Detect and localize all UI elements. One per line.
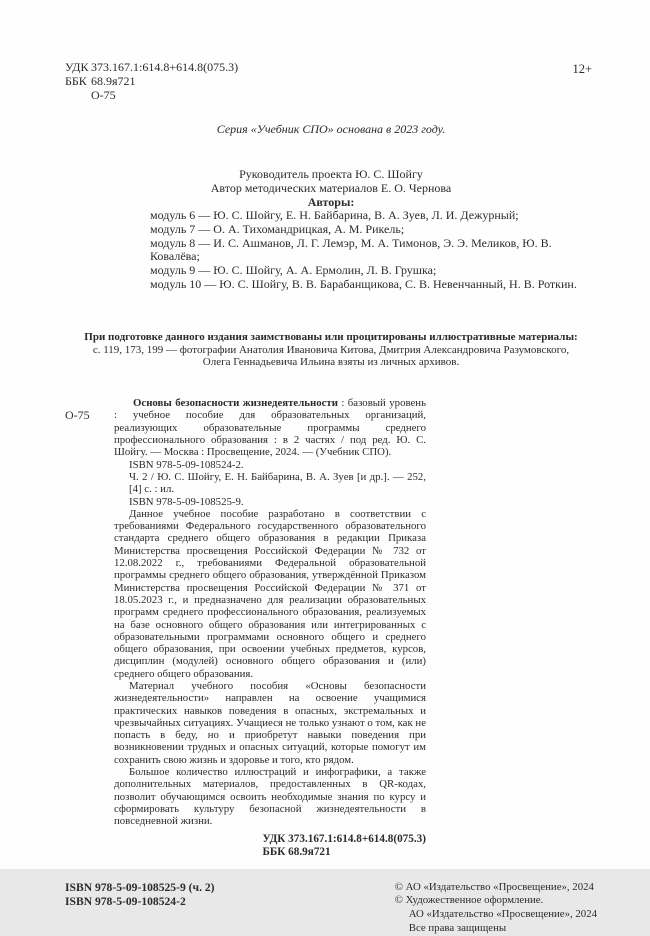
classification-codes xyxy=(65,60,597,102)
copyright-design-publisher: АО «Издательство «Просвещение», 2024 xyxy=(408,908,597,921)
project-lead-line: Руководитель проекта Ю. С. Шойгу xyxy=(239,167,423,181)
copyright-rights-reserved: Все права защищены xyxy=(408,921,507,934)
footer xyxy=(65,881,597,936)
isbn-line-2: ISBN 978-5-09-108525-9. xyxy=(129,495,244,508)
footer-isbn-block xyxy=(65,881,215,910)
module-7-authors: модуль 7 — О. А. Тихомандрицкая, А. М. Рикель; xyxy=(150,221,405,236)
annotation-paragraph-3: Большое количество иллюстраций и инфографики, а также дополнительных материалов, предоставленных в QR-кодах, позволит обучающимся освоить необходимые знания по курсу и сформировать культуру безопасной жизнедеятельности в повседневной жизни. xyxy=(114,766,426,828)
module-6-authors: модуль 6 — Ю. С. Шойгу, Е. Н. Байбарина, В. А. Зуев, Л. И. Дежурный; xyxy=(150,208,519,222)
footer-isbn-full: ISBN 978-5-09-108524-2 xyxy=(65,895,186,909)
bbk-footer-line: ББК 68.9я721 xyxy=(262,846,331,859)
credits-block xyxy=(65,167,597,209)
module-8-authors: модуль 8 — И. С. Ашманов, Л. Г. Лемэр, М. А. Тимонов, Э. Э. Меликов, Ю. В. Ковалёва; xyxy=(150,235,552,264)
catalog-code-row xyxy=(65,88,597,102)
materials-note-line2: с. 119, 173, 199 — фотографии Анатолия Ивановича Китова, Дмитрия Александровича Разумовского, xyxy=(92,343,570,356)
annotation-paragraph-2: Материал учебного пособия «Основы безопасности жизнедеятельности» направлен на освоение учащимися практических навыков поведения в опасных, экстремальных и чрезвычайных ситуациях. Учащиеся не только узнают о том, как не попасть в беду, но и приобретут навыки поведения при возникновении трудных и опасных ситуаций, которые помогут им сохранить свою жизнь и здоровье и того, кто рядом. xyxy=(114,680,426,766)
udk-row xyxy=(65,60,597,74)
footer-isbn-part: ISBN 978-5-09-108525-9 (ч. 2) xyxy=(65,880,215,894)
bibliographic-description xyxy=(114,397,426,458)
annotation-paragraph-1: Данное учебное пособие разработано в соответствии с требованиями Федерального государственного образовательного стандарта среднего общего образования в редакции Приказа Министерства просвещения Российской Федерации № 732 от 12.08.2022 г., требованиями Федеральной образовательной программы среднего общего образования, утверждённой Приказом Министерства просвещения Российской Федерации № 371 от 18.05.2023 г., и предназначено для реализации образовательных программ среднего профессионального образования, реализуемых на базе основного общего образования или интегрированных с образовательными программами основного общего и среднего общего образования, при освоении учебных предметов, курсов, дисциплин (модулей) основного общего образования и (или) среднего общего образования. xyxy=(114,507,426,680)
catalog-code-margin: О-75 xyxy=(65,408,90,423)
materials-note-line3: Олега Геннадьевича Ильина взяты из личных архивов. xyxy=(202,356,460,369)
age-rating-badge: 12+ xyxy=(572,62,592,76)
bbk-value: 68.9я721 xyxy=(91,74,136,88)
authors-heading: Авторы: xyxy=(307,195,355,209)
illustrative-materials-note xyxy=(53,331,609,369)
udk-footer-line: УДК 373.167.1:614.8+614.8(075.3) xyxy=(262,832,426,845)
materials-note-heading: При подготовке данного издания заимствованы или процитированы иллюстративные материалы: xyxy=(84,330,578,343)
book-title: Основы безопасности жизнедеятельности xyxy=(133,397,338,410)
catalog-code: О-75 xyxy=(91,88,116,102)
udk-label: УДК xyxy=(65,60,89,74)
udk-bbk-footer-codes xyxy=(262,833,426,860)
part-2-line: Ч. 2 / Ю. С. Шойгу, Е. Н. Байбарина, В. А. Зуев [и др.]. — 252, [4] с. : ил. xyxy=(129,470,426,496)
copyright-publisher: © АО «Издательство «Просвещение», 2024 xyxy=(394,880,594,893)
copyright-design: © Художественное оформление. xyxy=(394,894,544,907)
udk-value: 373.167.1:614.8+614.8(075.3) xyxy=(91,60,239,74)
isbn-line-1: ISBN 978-5-09-108524-2. xyxy=(129,458,244,471)
bbk-label: ББК xyxy=(65,74,87,88)
bibliographic-description-rest: : базовый уровень : учебное пособие для образовательных организаций, реализующих образовательные программы среднего профессионального образования : в 2 частях / под ред. Ю. С. Шойгу. — Москва : Просвещение, 2024. — (Учебник СПО). xyxy=(114,397,426,459)
modules-authors-list xyxy=(150,209,597,292)
bibliographic-annotation xyxy=(65,397,426,859)
module-9-authors: модуль 9 — Ю. С. Шойгу, А. А. Ермолин, Л. В. Грушка; xyxy=(150,263,437,278)
bbk-row xyxy=(65,74,597,88)
module-10-authors: модуль 10 — Ю. С. Шойгу, В. В. Барабанщикова, С. В. Невенчанный, Н. В. Роткин. xyxy=(150,276,577,291)
methodics-author-line: Автор методических материалов Е. О. Чернова xyxy=(210,181,452,195)
copyright-block xyxy=(395,881,597,936)
series-note: Серия «Учебник СПО» основана в 2023 году. xyxy=(216,122,446,136)
